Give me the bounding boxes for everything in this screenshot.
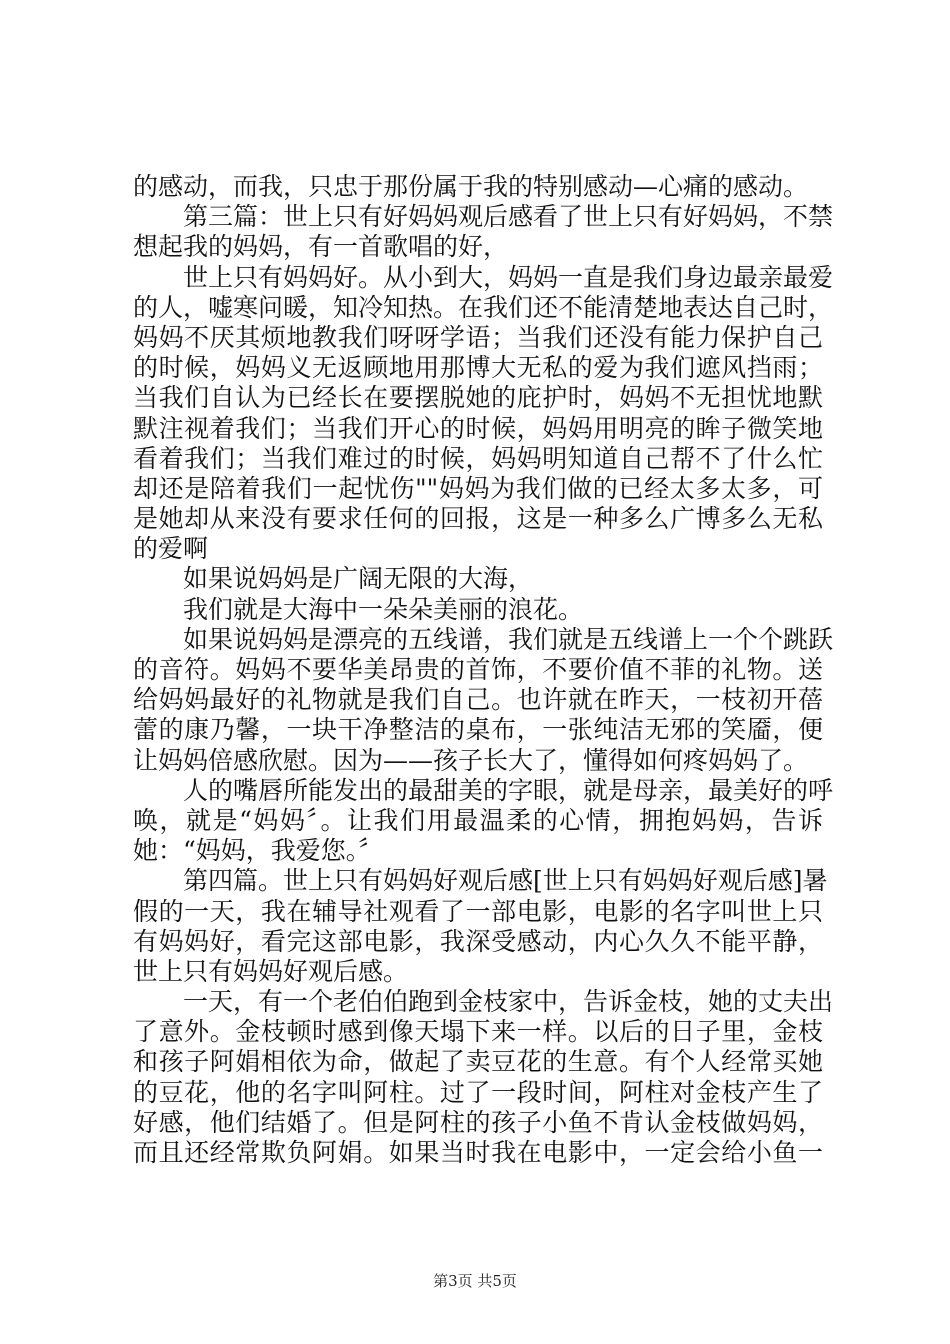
text-line: 给妈妈最好的礼物就是我们自己。也许就在昨天，一枝初开蓓: [133, 685, 823, 715]
text-line: 如果说妈妈是漂亮的五线谱，我们就是五线谱上一个个跳跃: [183, 624, 834, 654]
text-line: 好感，他们结婚了。但是阿柱的孩子小鱼不肯认金枝做妈妈，: [133, 1107, 823, 1137]
text-line: 的爱啊: [133, 534, 209, 564]
text-line: 蕾的康乃馨，一块干净整洁的桌布，一张纯洁无邪的笑靥，便: [133, 715, 823, 745]
text-line: 让妈妈倍感欣慰。因为——孩子长大了，懂得如何疼妈妈了。: [133, 745, 809, 775]
text-line: 唤，就是“妈妈〞。让我们用最温柔的心情，拥抱妈妈，告诉: [133, 805, 823, 835]
text-line: 的豆花，他的名字叫阿柱。过了一段时间，阿柱对金枝产生了: [133, 1077, 823, 1107]
text-line: 的人，嘘寒问暖，知冷知热。在我们还不能清楚地表达自己时，: [133, 292, 834, 322]
text-line: 了意外。金枝顿时感到像天塌下来一样。以后的日子里，金枝: [133, 1017, 823, 1047]
text-line: 看着我们；当我们难过的时候，妈妈明知道自己帮不了什么忙: [133, 443, 823, 473]
text-line: 的感动，而我，只忠于那份属于我的特别感动—心痛的感动。: [133, 172, 809, 201]
text-line: 世上只有妈妈好。从小到大，妈妈一直是我们身边最亲最爱: [183, 262, 834, 292]
text-line: 和孩子阿娟相依为命，做起了卖豆花的生意。有个人经常买她: [133, 1047, 823, 1077]
text-line: 我们就是大海中一朵朵美丽的浪花。: [183, 594, 584, 624]
text-line: 第四篇。世上只有妈妈好观后感[世上只有妈妈好观后感]暑: [183, 866, 828, 896]
text-line: 是她却从来没有要求任何的回报，这是一种多么广博多么无私: [133, 504, 823, 534]
text-line: 有妈妈好，看完这部电影，我深受感动，内心久久不能平静，: [133, 926, 823, 956]
text-line: 的音符。妈妈不要华美昂贵的首饰，不要价值不菲的礼物。送: [133, 655, 823, 684]
text-line: 假的一天，我在辅导社观看了一部电影，电影的名字叫世上只: [133, 896, 823, 926]
text-line: 却还是陪着我们一起忧伤""妈妈为我们做的已经太多太多，可: [133, 473, 823, 503]
text-line: 第三篇：世上只有好妈妈观后感看了世上只有好妈妈，不禁: [183, 202, 834, 232]
text-line: 世上只有妈妈好观后感。: [133, 956, 409, 986]
text-line: 当我们自认为已经长在要摆脱她的庇护时，妈妈不无担忧地默: [133, 383, 823, 413]
text-line: 如果说妈妈是广阔无限的大海，: [183, 564, 534, 594]
text-line: 一天，有一个老伯伯跑到金枝家中，告诉金枝，她的丈夫出: [183, 987, 834, 1017]
text-line: 她：“妈妈，我爱您。〞: [133, 836, 384, 866]
text-line: 而且还经常欺负阿娟。如果当时我在电影中，一定会给小鱼一: [133, 1138, 823, 1167]
text-line: 妈妈不厌其烦地教我们呀呀学语；当我们还没有能力保护自己: [133, 322, 823, 352]
document-body: [133, 172, 834, 1168]
text-line: 默注视着我们；当我们开心的时候，妈妈用明亮的眸子微笑地: [133, 413, 823, 443]
text-line: 人的嘴唇所能发出的最甜美的字眼，就是母亲，最美好的呼: [183, 775, 834, 805]
page-number: 第3页 共5页: [433, 1272, 517, 1290]
text-line: 想起我的妈妈，有一首歌唱的好，: [133, 232, 509, 262]
text-line: 的时候，妈妈义无返顾地用那博大无私的爱为我们遮风挡雨；: [133, 353, 823, 383]
